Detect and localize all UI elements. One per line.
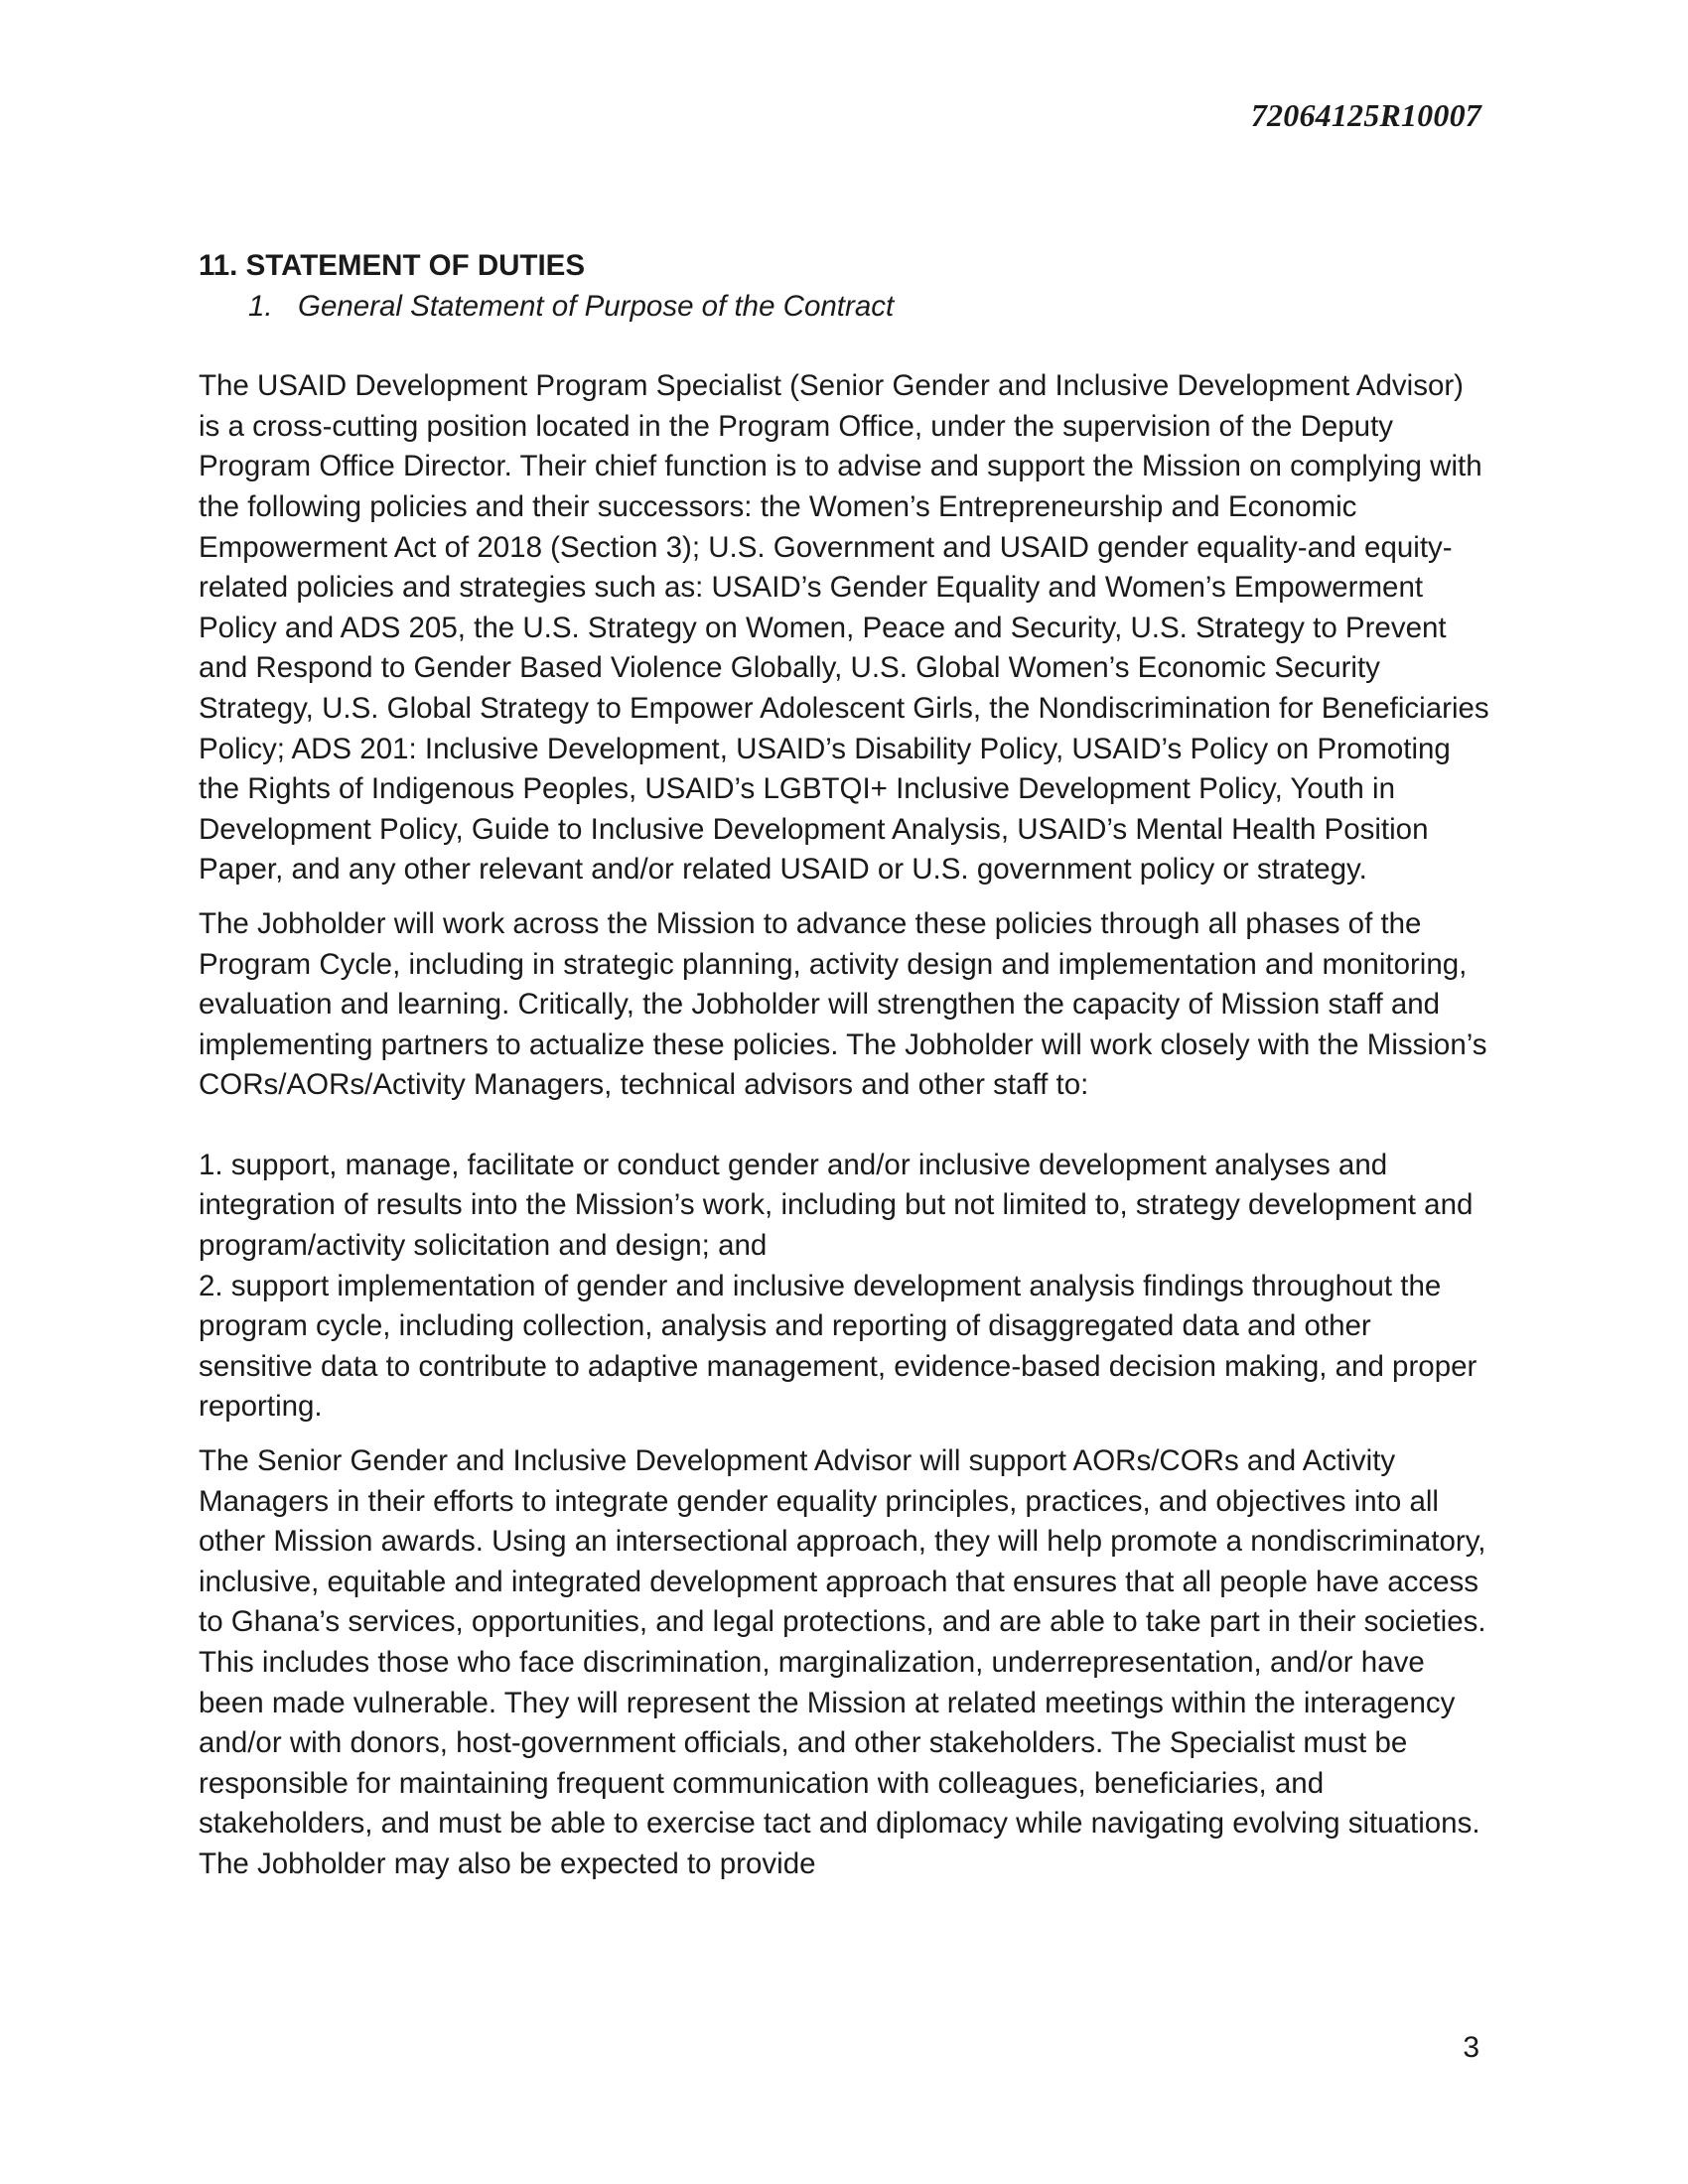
paragraph-advisor: The Senior Gender and Inclusive Development Advisor will support AORs/CORs and Activity Managers in their efforts to integrate gender equality principles, practices, and objectives into all other Mission awards. Using an intersectional approach, they will help promote a nondiscriminatory, inclusive, equitable and integrated development approach that ensures that all people have access to Ghana’s services, opportunities, and legal protections, and are able to take part in their societies. This includes those who face discrimination, marginalization, underrepresentation, and/or have been made vulnerable. They will represent the Mission at related meetings within the interagency and/or with donors, host-government officials, and other stakeholders. The Specialist must be responsible for maintaining frequent communication with colleagues, beneficiaries, and stakeholders, and must be able to exercise tact and diplomacy while navigating evolving situations. The Jobholder may also be expected to provide bbox=[199, 1444, 1486, 1880]
list-item: 1. support, manage, facilitate or conduct gender and/or inclusive development analyses and integration of results into the Mission’s work, including but not limited to, strategy development and program/activity solicitation and design; and bbox=[199, 1148, 1474, 1263]
list-item: 2. support implementation of gender and inclusive development analysis findings throughout the program cycle, including collection, analysis and reporting of disaggregated data and other sensitive data to contribute to adaptive management, evidence-based decision making, and proper reporting. bbox=[199, 1269, 1477, 1424]
document-id: 72064125R10007 bbox=[1250, 97, 1481, 133]
paragraph-jobholder: The Jobholder will work across the Mission to advance these policies through all phases of the Program Cycle, including in strategic planning, activity design and implementation and monitoring, evaluation and learning. Critically, the Jobholder will strengthen the capacity of Mission staff and implementing partners to actualize these policies. The Jobholder will work closely with the Mission’s CORs/AORs/Activity Managers, technical advisors and other staff to: bbox=[199, 906, 1487, 1102]
section-title: 11. STATEMENT OF DUTIES bbox=[199, 249, 586, 282]
subsection-heading bbox=[199, 287, 1489, 328]
subsection-number: 1. bbox=[248, 289, 273, 323]
subsection-title: General Statement of Purpose of the Contract bbox=[298, 289, 895, 323]
page-number: 3 bbox=[1463, 2031, 1479, 2064]
document-body bbox=[199, 246, 1489, 1885]
paragraph-purpose: The USAID Development Program Specialist (Senior Gender and Inclusive Development Advisor) is a cross-cutting position located in the Program Office, under the supervision of the Deputy Program Office Director. Their chief function is to advise and support the Mission on complying with the following policies and their successors: the Women’s Entrepreneurship and Economic Empowerment Act of 2018 (Section 3); U.S. Government and USAID gender equality-and equity-related policies and strategies such as: USAID’s Gender Equality and Women’s Empowerment Policy and ADS 205, the U.S. Strategy on Women, Peace and Security, U.S. Strategy to Prevent and Respond to Gender Based Violence Globally, U.S. Global Women’s Economic Security Strategy, U.S. Global Strategy to Empower Adolescent Girls, the Nondiscrimination for Beneficiaries Policy; ADS 201: Inclusive Development, USAID’s Disability Policy, USAID’s Policy on Promoting the Rights of Indigenous Peoples, USAID’s LGBTQI+ Inclusive Development Policy, Youth in Development Policy, Guide to Inclusive Development Analysis, USAID’s Mental Health Position Paper, and any other relevant and/or related USAID or U.S. government policy or strategy. bbox=[199, 369, 1489, 887]
